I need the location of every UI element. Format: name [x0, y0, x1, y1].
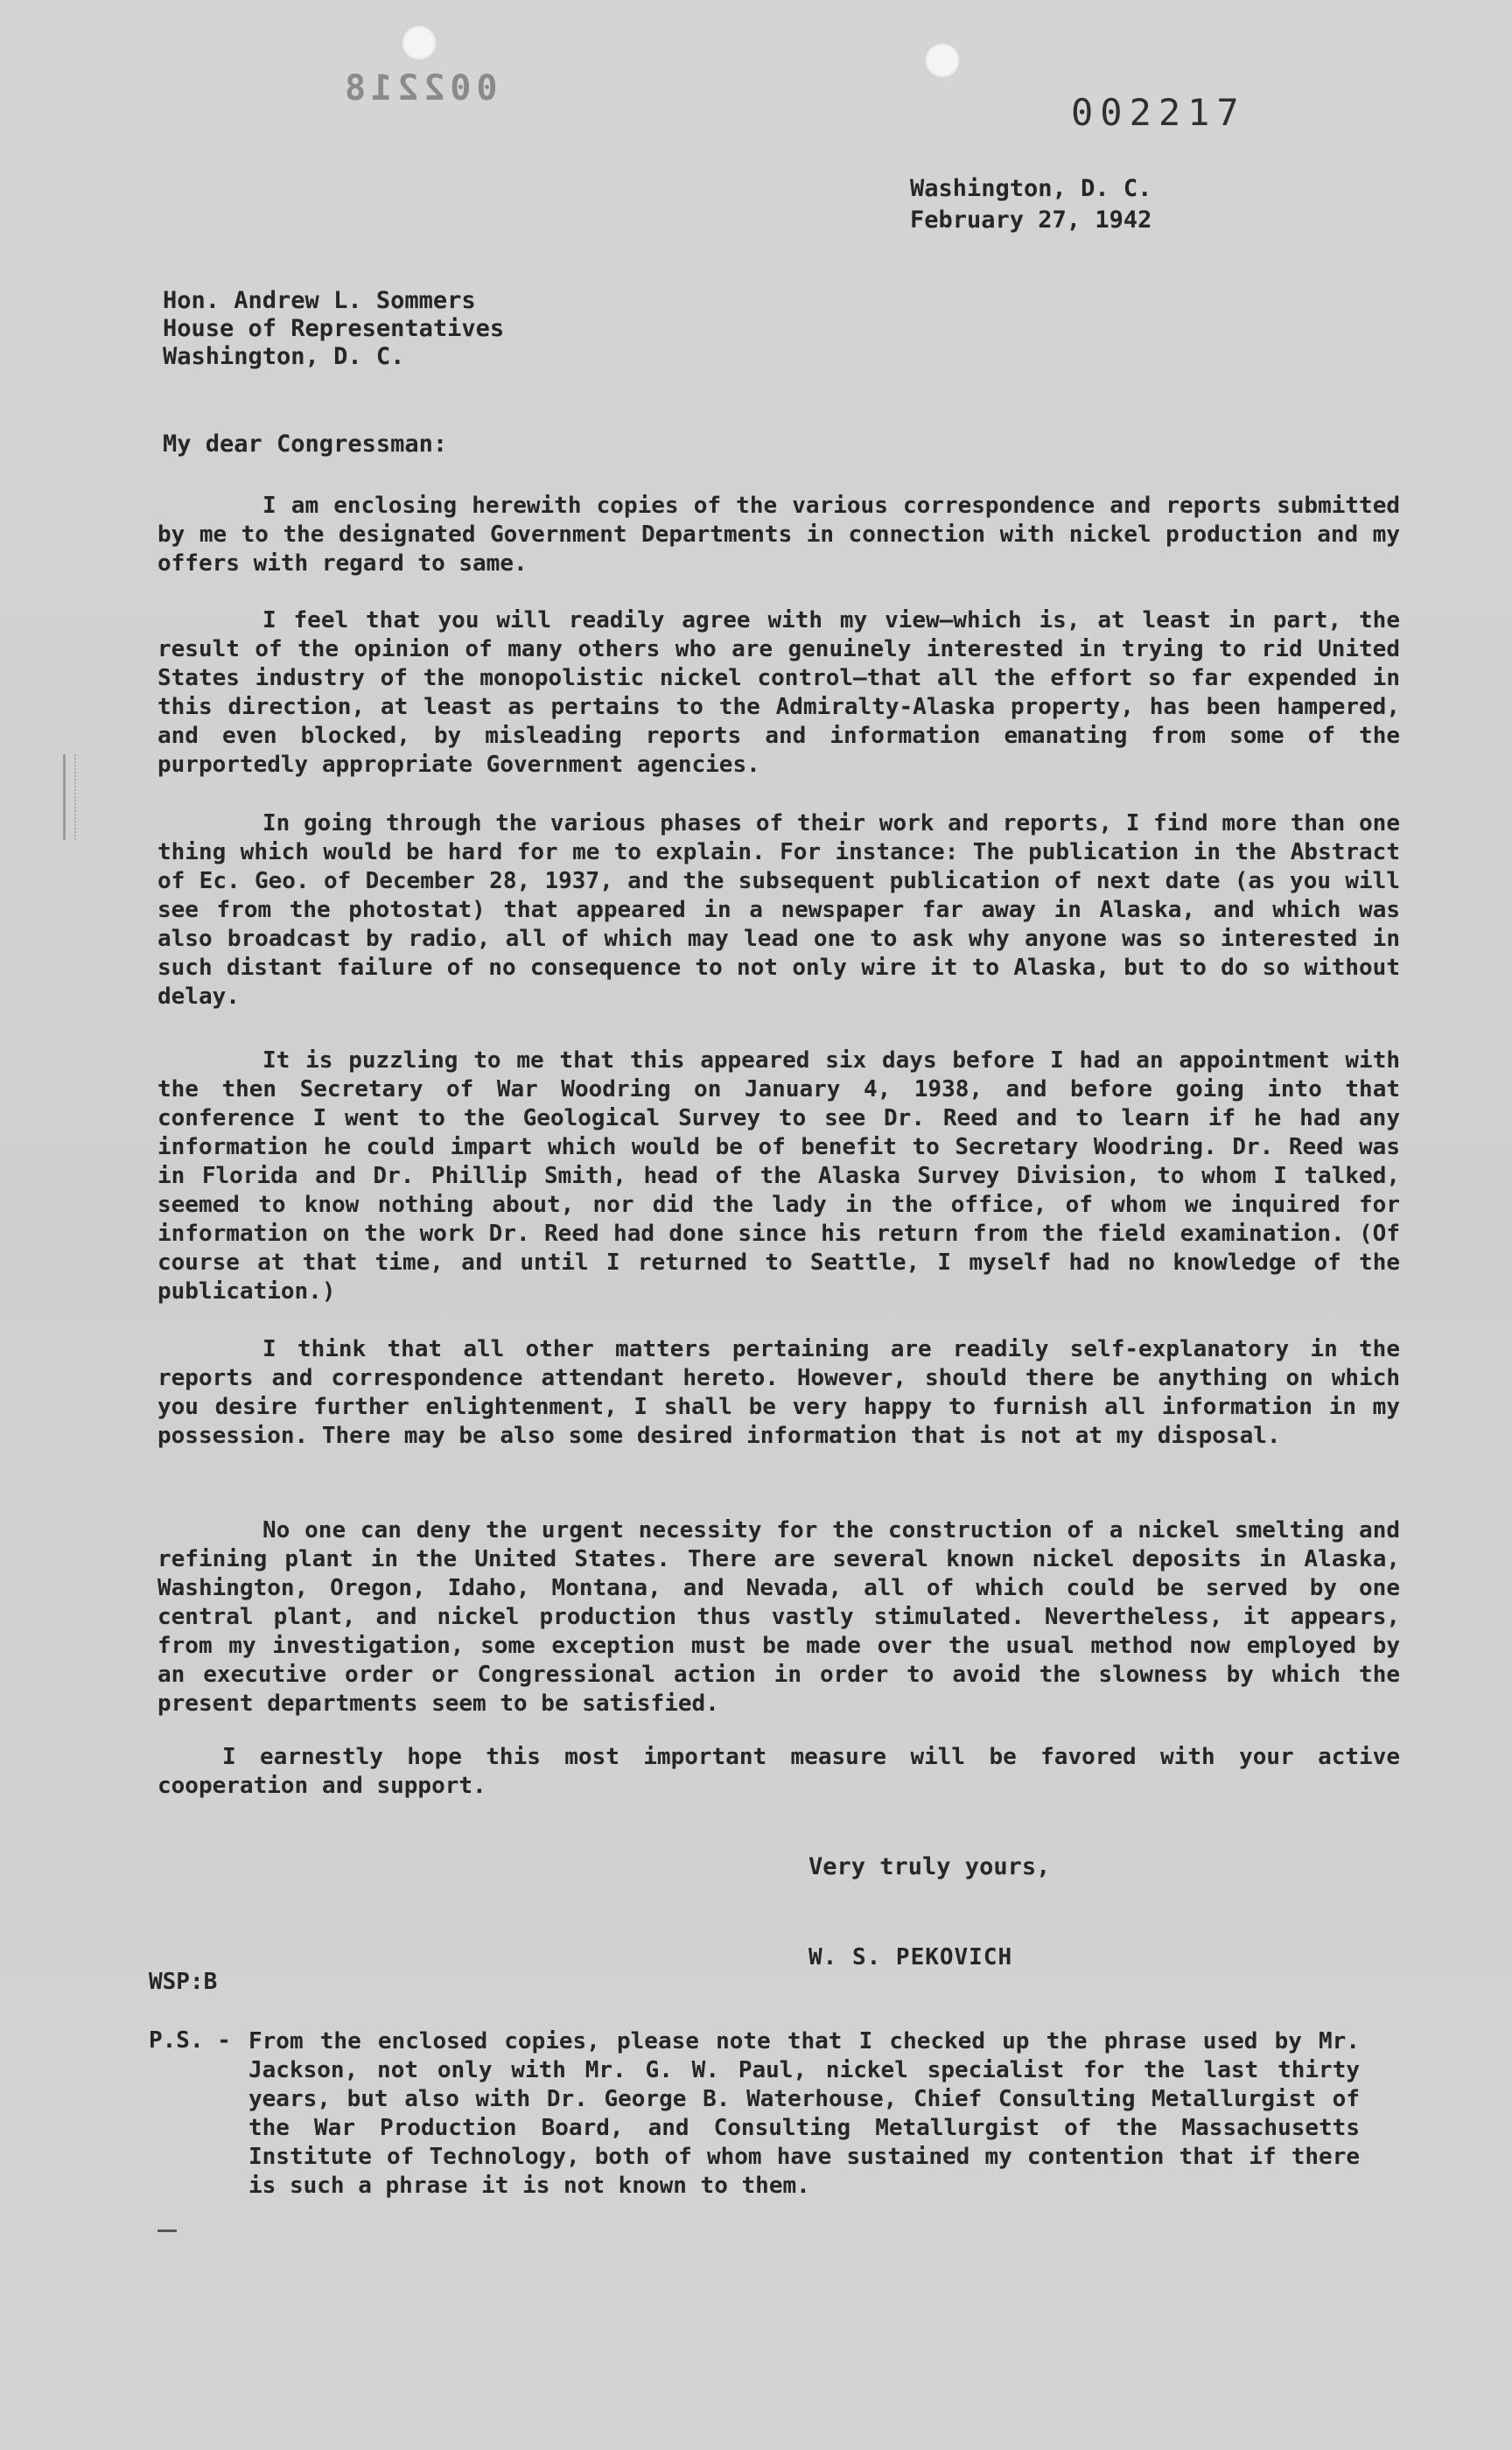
dateline	[910, 173, 1152, 236]
closing: Very truly yours,	[808, 1853, 1051, 1880]
dateline-place: Washington, D. C.	[910, 175, 1152, 202]
body-paragraph: I think that all other matters pertaining are readily self-explanatory in the reports and correspondence attendant hereto. However, should there be anything on which you desire further enlightenment, I shall be very happy to furnish all information in my possession. There may be also some desired information that is not at my disposal.	[158, 1336, 1400, 1449]
body-paragraph: I am enclosing herewith copies of the various correspondence and reports submitted by me to the designated Government Departments in connection with nickel production and my offers with regard to same.	[158, 493, 1400, 577]
signature: W. S. PEKOVICH	[808, 1944, 1013, 1970]
mirrored-page-stamp: 002218	[340, 68, 498, 108]
page-number-stamp: 002217	[1071, 91, 1246, 134]
punch-hole	[924, 42, 961, 79]
body-paragraph: I feel that you will readily agree with my view—which is, at least in part, the result of the opinion of many others who are genuinely interested in trying to rid United States industry of the monopolistic nickel control—that all the effort so far expended in this direction, at least as pertains to the Admiralty-Alaska property, has been hampered, and even blocked, by misleading reports and information emanating from some of the purportedly appropriate Government agencies.	[158, 607, 1400, 778]
body-paragraph: No one can deny the urgent necessity for the construction of a nickel smelting and refining plant in the United States. There are several known nickel deposits in Alaska, Washington, Oregon, Idaho, Montana, and Nevada, all of which could be served by one central plant, and nickel production thus vastly stimulated. Nevertheless, it appears, from my investigation, some exception must be made over the usual method now employed by an executive order or Congressional action in order to avoid the slowness by which the present departments seem to be satisfied.	[158, 1517, 1400, 1717]
body-paragraph: I earnestly hope this most important measure will be favored with your active cooperation and support.	[158, 1744, 1400, 1799]
postscript-text: From the enclosed copies, please note that I checked up the phrase used by Mr. Jackson, not only with Mr. G. W. Paul, nickel specialist for the last thirty years, but also with Dr. George B. Waterhouse, Chief Consulting Metallurgist of the War Production Board, and Consulting Metallurgist of the Massachusetts Institute of Technology, both of whom have sustained my contention that if there is such a phrase it is not known to them.	[248, 2028, 1360, 2199]
footer-dash-mark	[158, 2230, 177, 2232]
recipient-city: Washington, D. C.	[163, 343, 405, 370]
punch-hole	[401, 24, 438, 61]
salutation: My dear Congressman:	[163, 430, 448, 458]
body-paragraph: In going through the various phases of their work and reports, I find more than one thing which would be hard for me to explain. For instance: The publication in the Abstract of Ec. Geo. of December 28, 1937, and the subsequent publication of next date (as you will see from the photostat) that appeared in a newspaper far away in Alaska, and which was also broadcast by radio, all of which may lead one to ask why anyone was so interested in such distant failure of no consequence to not only wire it to Alaska, but to do so without delay.	[158, 810, 1400, 1010]
body-paragraph: It is puzzling to me that this appeared six days before I had an appointment with the then Secretary of War Woodring on January 4, 1938, and before going into that conference I went to the Geological Survey to see Dr. Reed and to learn if he had any information he could impart which would be of benefit to Secretary Woodring. Dr. Reed was in Florida and Dr. Phillip Smith, head of the Alaska Survey Division, to whom I talked, seemed to know nothing about, nor did the lady in the office, of whom we inquired for information on the work Dr. Reed had done since his return from the field examination. (Of course at that time, and until I returned to Seattle, I myself had no knowledge of the publication.)	[158, 1047, 1400, 1305]
recipient-organization: House of Representatives	[163, 315, 505, 342]
typist-initials: WSP:B	[149, 1969, 218, 1995]
recipient-address	[163, 287, 504, 371]
dateline-date: February 27, 1942	[910, 206, 1152, 234]
postscript-label: P.S. -	[149, 2027, 231, 2054]
margin-mark	[63, 754, 76, 840]
recipient-name: Hon. Andrew L. Sommers	[163, 287, 476, 314]
